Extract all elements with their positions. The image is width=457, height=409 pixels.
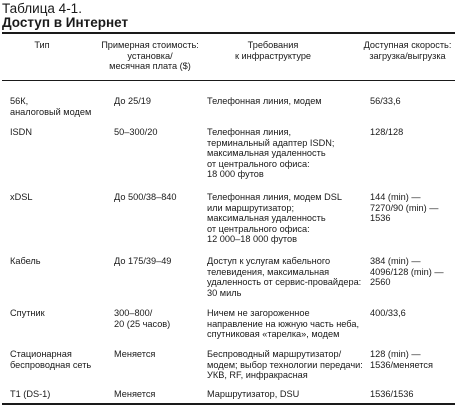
cell-line: Спутник [10, 308, 45, 318]
cell-line: Меняется [114, 389, 156, 399]
cell-line: аналоговый модем [10, 106, 92, 117]
cell-line: от центрального офиса: [207, 158, 310, 169]
cell-line: 56/33,6 [370, 96, 401, 106]
cell-type [10, 256, 41, 267]
cell-line: 20 (25 часов) [114, 318, 171, 329]
cell-requirements [207, 256, 361, 298]
table-number: Таблица 4-1. [2, 1, 82, 16]
cell-line: Телефонная линия, модем [207, 96, 322, 106]
cell-speed [370, 256, 444, 288]
cell-line: Меняется [114, 349, 156, 359]
cell-requirements [207, 127, 334, 180]
cell-line: 300–800/ [114, 308, 153, 318]
cell-line: 1536/1536 [370, 389, 414, 399]
cell-line: 1536/меняется [370, 359, 433, 370]
cell-line: максимальная удаленность [207, 213, 326, 224]
header-cost [96, 40, 204, 72]
cell-type [10, 127, 32, 138]
cell-requirements [207, 192, 342, 245]
table-title: Доступ в Интернет [2, 15, 129, 30]
cell-line: 400/33,6 [370, 308, 406, 318]
cell-line: Стационарная [10, 349, 72, 359]
cell-line: 128/128 [370, 127, 404, 137]
cell-line: До 175/39–49 [114, 256, 172, 266]
header-cost-line: месячная плата ($) [109, 61, 191, 72]
cell-line: T1 (DS-1) [10, 389, 51, 399]
cell-speed [370, 127, 403, 138]
cell-line: Маршрутизатор, DSU [207, 389, 300, 399]
cell-line: Кабель [10, 256, 41, 266]
header-requirements [208, 40, 338, 61]
cell-cost [114, 192, 177, 203]
cell-line: 128 (min) — [370, 349, 421, 359]
cell-line: 1536 [370, 213, 391, 224]
header-type [2, 40, 82, 51]
cell-line: ISDN [10, 127, 32, 137]
top-rule [2, 32, 455, 34]
cell-line: 30 миль [207, 287, 242, 298]
cell-line: модем; выбор технологии передачи: [207, 359, 363, 370]
cell-line: 144 (min) — [370, 192, 421, 202]
cell-type [10, 308, 45, 319]
cell-line: 12 000–18 000 футов [207, 234, 298, 245]
cell-speed [370, 349, 433, 370]
cell-requirements [207, 389, 299, 400]
cell-type [10, 349, 91, 370]
cell-cost [114, 349, 155, 360]
cell-type [10, 192, 32, 203]
header-cost-line: Примерная стоимость: [101, 40, 199, 50]
header-speed-line: загрузка/выгрузка [369, 50, 446, 61]
header-speed-line: Доступная скорость: [363, 40, 452, 50]
table-caption [2, 2, 128, 30]
cell-line: xDSL [10, 192, 33, 202]
cell-line: УКВ, RF, инфракрасная [207, 370, 308, 381]
header-cost-line: установка/ [127, 50, 173, 61]
cell-type [10, 96, 91, 117]
cell-line: 384 (min) — [370, 256, 421, 266]
cell-line: До 25/19 [114, 96, 151, 106]
cell-line: Доступ к услугам кабельного [207, 256, 331, 266]
cell-line: Ничем не загороженное [207, 308, 310, 318]
header-speed [360, 40, 455, 61]
cell-line: беспроводная сеть [10, 359, 92, 370]
cell-line: Беспроводный маршрутизатор/ [207, 349, 342, 359]
cell-line: максимальная удаленность [207, 148, 326, 159]
cell-line: 56К, [10, 96, 29, 106]
cell-line: 50–300/20 [114, 127, 158, 137]
cell-cost [114, 96, 151, 107]
cell-line: удаленность от сервис-провайдера: [207, 277, 362, 288]
cell-line: Телефонная линия, [207, 127, 292, 137]
cell-requirements [207, 349, 363, 381]
cell-line: Телефонная линия, модем DSL [207, 192, 343, 202]
cell-line: от центрального офиса: [207, 223, 310, 234]
cell-line: направление на южную часть неба, [207, 318, 359, 329]
cell-cost [114, 256, 171, 267]
cell-line: терминальный адаптер ISDN; [207, 137, 335, 148]
cell-speed [370, 96, 401, 107]
header-requirements-line: Требования [247, 40, 299, 50]
header-rule [2, 80, 455, 81]
cell-line: До 500/38–840 [114, 192, 177, 202]
cell-speed [370, 192, 438, 224]
cell-line: 18 000 футов [207, 169, 264, 180]
cell-speed [370, 308, 406, 319]
header-requirements-line: к инфраструктуре [234, 50, 312, 61]
cell-speed [370, 389, 413, 400]
cell-cost [114, 308, 170, 329]
cell-line: 7270/90 (min) — [370, 202, 439, 213]
cell-line: или маршрутизатор; [207, 202, 295, 213]
header-type-line: Тип [34, 40, 50, 50]
cell-type [10, 389, 50, 400]
cell-requirements [207, 308, 359, 340]
cell-cost [114, 127, 157, 138]
cell-requirements [207, 96, 322, 107]
cell-cost [114, 389, 155, 400]
cell-line: 4096/128 (min) — [370, 266, 444, 277]
cell-line: 2560 [370, 277, 391, 288]
cell-line: спутниковая «тарелка», модем [207, 329, 340, 340]
bottom-rule [2, 403, 455, 405]
cell-line: телевидения, максимальная [207, 266, 330, 277]
